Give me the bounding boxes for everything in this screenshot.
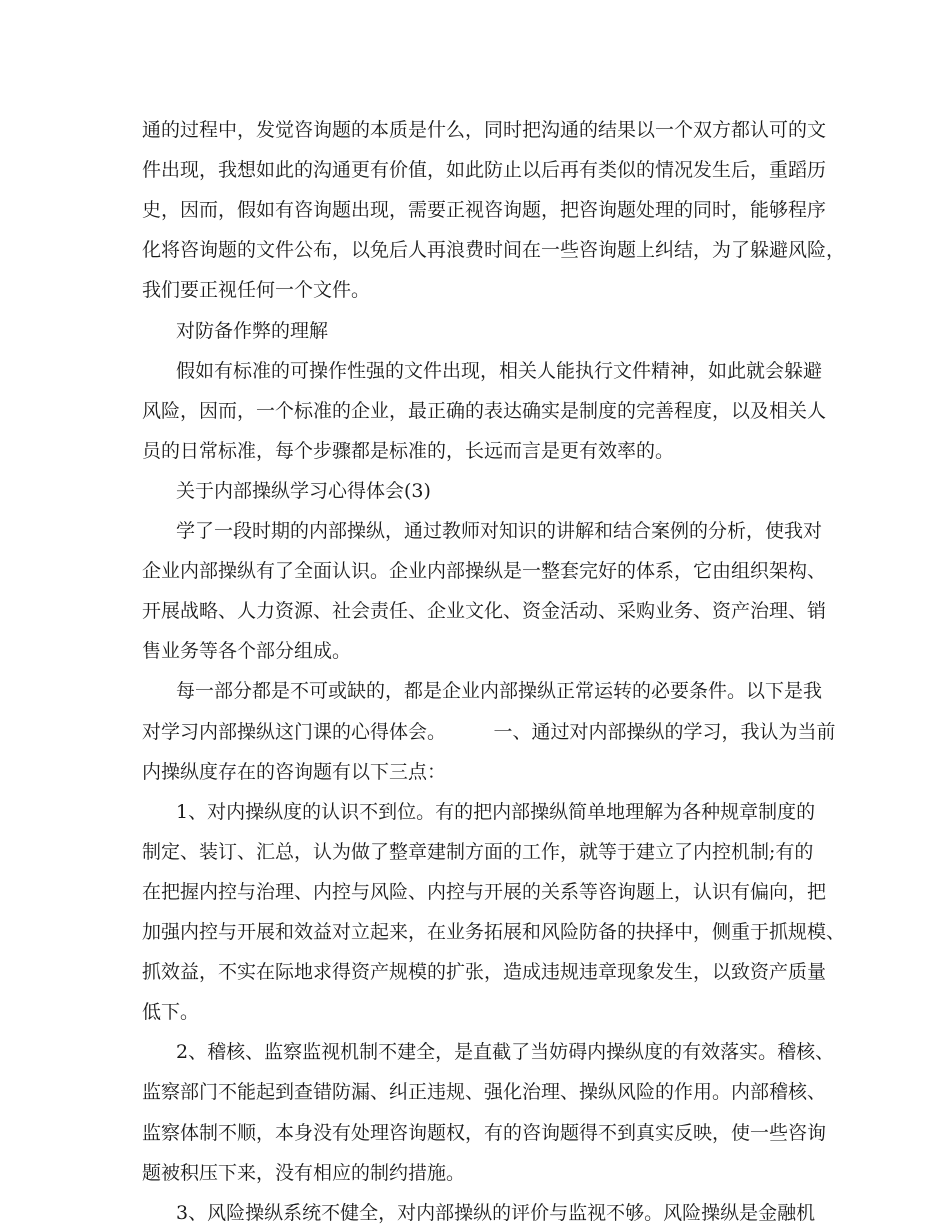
text-line: 1、对内操纵度的认识不到位。有的把内部操纵简单地理解为各种规章制度的	[176, 801, 816, 823]
section-heading: 对防备作弊的理解	[176, 320, 329, 342]
text-line: 监察体制不顺，本身没有处理咨询题权，有的咨询题得不到真实反映，使一些咨询	[142, 1122, 827, 1144]
text-line: 每一部分都是不可或缺的，都是企业内部操纵正常运转的必要条件。以下是我	[176, 680, 823, 702]
text-line: 企业内部操纵有了全面认识。企业内部操纵是一整套完好的体系，它由组织架构、	[142, 560, 827, 582]
text-line: 风险，因而，一个标准的企业，最正确的表达确实是制度的完善程度，以及相关人	[142, 400, 827, 422]
text-line: 件出现，我想如此的沟通更有价值，如此防止以后再有类似的情况发生后，重蹈历	[142, 159, 827, 181]
text-line: 2、稽核、监察监视机制不建全，是直截了当妨碍内操纵度的有效落实。稽核、	[176, 1041, 835, 1063]
text-line: 化将咨询题的文件公布，以免后人再浪费时间在一些咨询题上纠结，为了躲避风险，	[142, 239, 846, 261]
text-line: 开展战略、人力资源、社会责任、企业文化、资金活动、采购业务、资产治理、销	[142, 600, 827, 622]
text-line: 史，因而，假如有咨询题出现，需要正视咨询题，把咨询题处理的同时，能够程序	[142, 199, 827, 221]
text-line: 监察部门不能起到查错防漏、纠正违规、强化治理、操纵风险的作用。内部稽核、	[142, 1081, 827, 1103]
text-line: 学了一段时期的内部操纵，通过教师对知识的讲解和结合案例的分析，使我对	[176, 520, 823, 542]
text-line: 假如有标准的可操作性强的文件出现，相关人能执行文件精神，如此就会躲避	[176, 360, 823, 382]
text-line: 员的日常标准，每个步骤都是标准的，长远而言是更有效率的。	[142, 440, 675, 462]
text-line: 加强内控与开展和效益对立起来，在业务拓展和风险防备的抉择中，侧重于抓规模、	[142, 921, 846, 943]
text-line: 低下。	[142, 1001, 200, 1023]
text-line: 制定、装订、汇总，认为做了整章建制方面的工作，就等于建立了内控机制;有的	[142, 841, 814, 863]
text-line: 对学习内部操纵这门课的心得体会。 一、通过对内部操纵的学习，我认为当前	[142, 721, 836, 743]
text-line: 售业务等各个部分组成。	[142, 640, 352, 662]
text-line: 内操纵度存在的咨询题有以下三点：	[142, 761, 447, 783]
text-line: 通的过程中，发觉咨询题的本质是什么，同时把沟通的结果以一个双方都认可的文	[142, 119, 827, 141]
text-line: 3、风险操纵系统不健全，对内部操纵的评价与监视不够。风险操纵是金融机	[176, 1202, 816, 1224]
section-heading: 关于内部操纵学习心得体会(3)	[176, 480, 431, 502]
text-line: 我们要正视任何一个文件。	[142, 279, 371, 301]
text-line: 在把握内控与治理、内控与风险、内控与开展的关系等咨询题上，认识有偏向，把	[142, 881, 827, 903]
text-line: 抓效益，不实在际地求得资产规模的扩张，造成违规违章现象发生，以致资产质量	[142, 961, 827, 983]
text-line: 题被积压下来，没有相应的制约措施。	[142, 1162, 466, 1184]
